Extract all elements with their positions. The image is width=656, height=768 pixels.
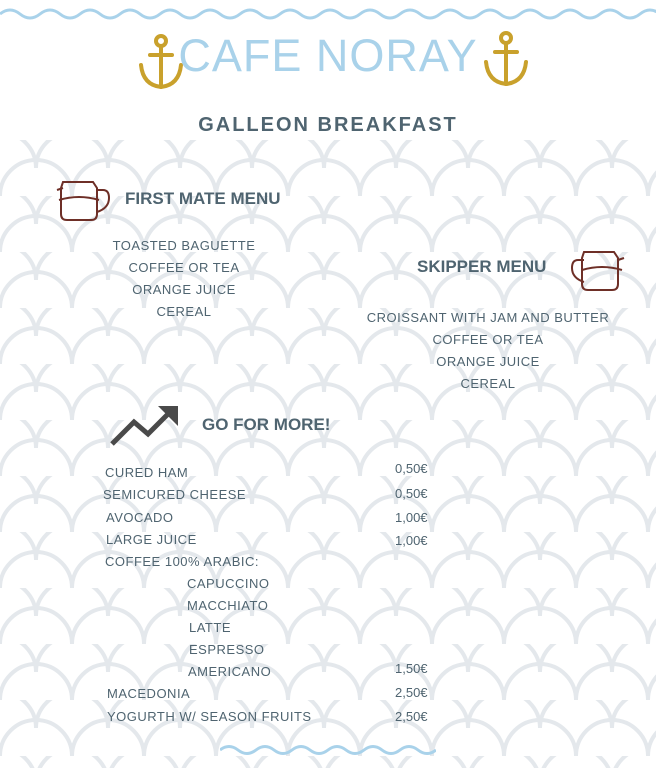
wave-scale-background bbox=[0, 140, 656, 768]
extra-item-price: 0,50€ bbox=[395, 461, 428, 476]
extra-item-name: YOGURTH W/ SEASON FRUITS bbox=[107, 709, 312, 724]
extra-item-name: CURED HAM bbox=[105, 465, 189, 480]
extra-item-name: COFFEE 100% ARABIC: bbox=[105, 554, 259, 569]
first-mate-item: CEREAL bbox=[156, 304, 212, 319]
extra-item-price: 1,00€ bbox=[395, 510, 428, 525]
menu-subtitle: GALLEON BREAKFAST bbox=[198, 114, 458, 136]
extra-item-name: AVOCADO bbox=[106, 510, 174, 525]
skipper-item: CROISSANT WITH JAM AND BUTTER bbox=[366, 310, 610, 325]
extra-item-price: 0,50€ bbox=[395, 486, 428, 501]
first-mate-heading: FIRST MATE MENU bbox=[125, 189, 281, 208]
anchor-icon bbox=[481, 30, 531, 90]
skipper-item: COFFEE OR TEA bbox=[432, 332, 544, 347]
coffee-variant: CAPUCCINO bbox=[187, 576, 270, 591]
skipper-items bbox=[357, 310, 619, 398]
go-for-more-heading: GO FOR MORE! bbox=[202, 415, 331, 434]
coffee-pot-icon bbox=[55, 178, 113, 224]
first-mate-item: ORANGE JUICE bbox=[132, 282, 236, 297]
first-mate-item: TOASTED BAGUETTE bbox=[112, 238, 256, 253]
coffee-variant: MACCHIATO bbox=[187, 598, 269, 613]
extra-item-name: MACEDONIA bbox=[107, 686, 191, 701]
coffee-pot-icon bbox=[568, 248, 626, 294]
first-mate-items bbox=[104, 238, 264, 326]
skipper-item: CEREAL bbox=[460, 376, 516, 391]
wave-border-bottom bbox=[220, 740, 436, 756]
coffee-variant: AMERICANO bbox=[188, 664, 272, 679]
skipper-item: ORANGE JUICE bbox=[436, 354, 540, 369]
extra-item-name: SEMICURED CHEESE bbox=[103, 487, 247, 502]
wave-border-top bbox=[0, 0, 656, 22]
first-mate-item: COFFEE OR TEA bbox=[128, 260, 240, 275]
extra-item-price: 1,00€ bbox=[395, 533, 428, 548]
extra-item-name: LARGE JUICE bbox=[106, 532, 197, 547]
extra-item-price: 2,50€ bbox=[395, 709, 428, 724]
coffee-variant: LATTE bbox=[189, 620, 231, 635]
skipper-heading: SKIPPER MENU bbox=[417, 257, 547, 276]
trend-up-arrow-icon bbox=[108, 402, 182, 448]
coffee-variant: ESPRESSO bbox=[189, 642, 265, 657]
extra-item-price: 2,50€ bbox=[395, 685, 428, 700]
cafe-title: CAFE NORAY bbox=[178, 30, 478, 81]
extra-item-price: 1,50€ bbox=[395, 661, 428, 676]
